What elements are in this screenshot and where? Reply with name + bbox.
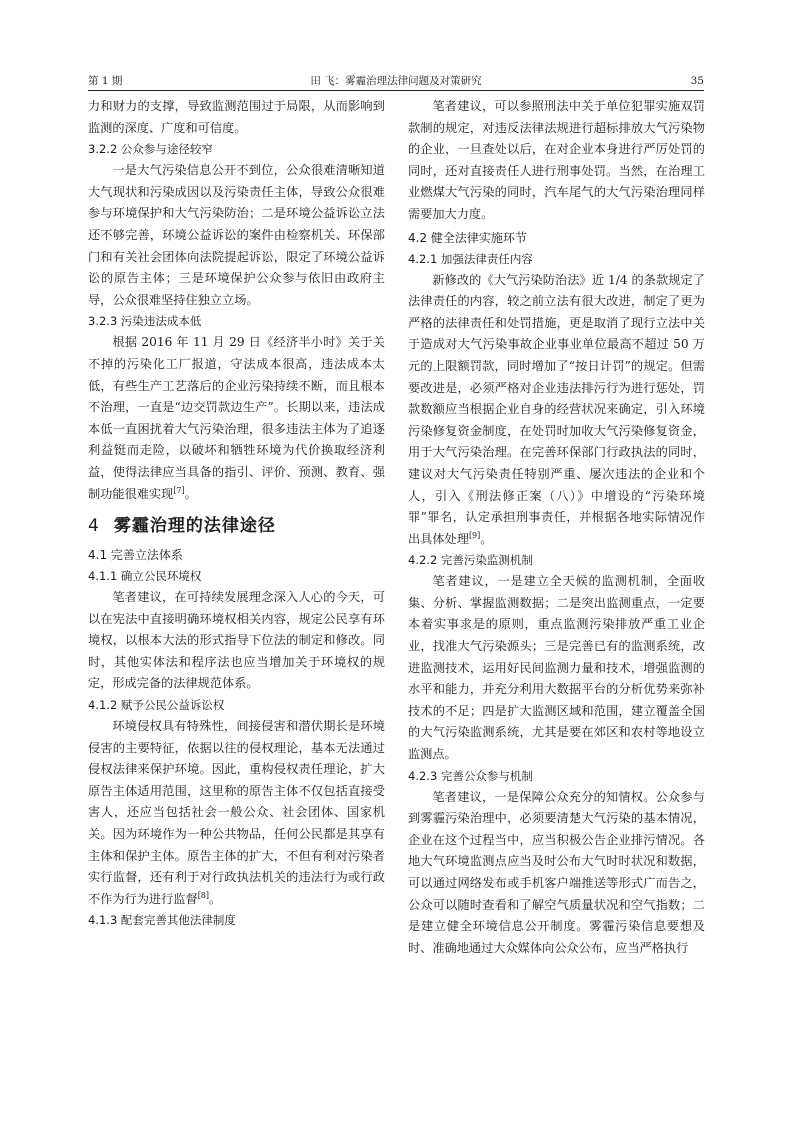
paragraph-text: 环境侵权具有特殊性，间接侵害和潜伏期长是环境侵害的主要特征，依据以往的侵权理论，基本无法通过侵权法律来保护环境。因此，重构侵权责任理论，扩大原告主体适用范围，这里称的原告主体不仅包括直接受害人，还应当包括社会一般公众、社会团体、国家机关。因为环境作为一种公共物品，任何公民都是其享有主体和保护主体。原告主体的扩大，不但有利对污染者实行监督，还有利于对行政执法机关的违法行为或行政不作为行为进行监督 [88, 719, 385, 906]
citation-ref: [9] [468, 530, 481, 540]
citation-ref: [8] [197, 890, 210, 900]
issue-number: 第 1 期 [88, 75, 123, 87]
running-header [88, 72, 704, 91]
paragraph-end: 。 [480, 531, 493, 546]
paragraph: 笔者建议，一是建立全天候的监测机制，全面收集、分析、掌握监测数据；二是突出监测重点，一定要本着实事求是的原则，重点监测污染排放严重工业企业，找准大气污染源头；三是完善已有的监测系统，改进监测技术，运用好民间监测力量和技术，增强监测的水平和能力，并充分利用大数据平台的分析优势来弥补技术的不足；四是扩大监测区域和范围，建立覆盖全国的大气污染监测系统，尤其是要在郊区和农村等地设立监测点。 [408, 574, 705, 762]
right-column [408, 96, 705, 959]
section-heading-4-1-2: 4.1.2 赋予公民公益诉讼权 [88, 698, 225, 713]
page-number: 35 [690, 75, 704, 87]
paragraph-end: 。 [209, 891, 222, 906]
section-heading-4-1: 4.1 完善立法体系 [88, 548, 183, 563]
section-heading-4 [88, 511, 385, 541]
paragraph-text: 新修改的《大气污染防治法》近 1/4 的条款规定了法律责任的内容，较之前立法有很大改进，制定了更为严格的法律责任和处罚措施，更是取消了现行立法中关于造成对大气污染事故企业事业单位最高不超过 50 万元的上限额罚款，同时增加了“按日计罚”的规定。但需要改进是，必须严格对企业违法排污行为进行惩处，罚款数额应当根据企业自身的经营状况来确定，引入环境污染修复资金制度，在处罚时加收大气污染修复资金，用于大气污染治理。在完善环保部门行政执法的同时，建议对大气污染责任特别严重、屡次违法的企业和个人，引入《刑法修正案（八）》中增设的“污染环境罪”罪名，认定承担刑事责任，并根据各地实际情况作出具体处理 [408, 272, 705, 546]
paragraph [88, 716, 385, 910]
section-heading-3-2-3: 3.2.3 污染违法成本低 [88, 314, 202, 329]
section-title: 雾霾治理的法律途径 [113, 516, 276, 537]
section-heading-4-2-2: 4.2.2 完善污染监测机制 [408, 553, 533, 568]
paragraph: 笔者建议，在可持续发展理念深入人心的今天，可以在宪法中直接明确环境权相关内容，规定公民享有环境权，以根本大法的形式指导下位法的制定和修改。同时，其他实体法和程序法也应当增加关于环境权的规定，形成完备的法律规范体系。 [88, 590, 385, 691]
paragraph: 力和财力的支撑，导致监测范围过于局限，从而影响到监测的深度、广度和可信度。 [88, 99, 385, 135]
paragraph: 一是大气污染信息公开不到位，公众很难清晰知道大气现状和污染成因以及污染责任主体，导致公众很难参与环境保护和大气污染防治；二是环境公益诉讼立法还不够完善，环境公益诉讼的案件由检察机关、环保部门和有关社会团体向法院提起诉讼，限定了环境公益诉讼的原告主体；三是环境保护公众参与依旧由政府主导，公众很难坚持住独立立场。 [88, 163, 385, 307]
paragraph-text: 根据 2016 年 11 月 29 日《经济半小时》关于关不掉的污染化工厂报道，守法成本很高，违法成本太低，有些生产工艺落后的企业污染持续不断，而且根本不治理，一直是“边交罚款边生产”。长期以来，违法成本低一直困扰着大气污染治理，很多违法主体为了追逐利益铤而走险，以破坏和牺牲环境为代价换取经济利益，使得法律应当具备的指引、评价、预测、教育、强制功能很难实现 [88, 335, 385, 501]
section-heading-4-2-1: 4.2.1 加强法律责任内容 [408, 251, 533, 266]
paragraph [408, 270, 705, 551]
section-heading-4-2: 4.2 健全法律实施环节 [408, 230, 527, 245]
section-number: 4 [88, 516, 100, 537]
left-column [88, 96, 385, 931]
paragraph: 笔者建议，可以参照刑法中关于单位犯罪实施双罚款制的规定，对违反法律法规进行超标排放大气污染物的企业，一旦查处以后，在对企业本身进行严厉处罚的同时，还对直接责任人进行刑事处罚。当然，在治理工业燃煤大气污染的同时，汽车尾气的大气污染治理同样需要加大力度。 [408, 99, 705, 221]
running-title: 田 飞：雾霾治理法律问题及对策研究 [310, 75, 482, 87]
section-heading-4-2-3: 4.2.3 完善公众参与机制 [408, 768, 533, 783]
paragraph: 笔者建议，一是保障公众充分的知情权。公众参与到雾霾污染治理中，必须要清楚大气污染的基本情况，企业在这个过程当中，应当积极公告企业排污情况。各地大气环境监测点应当及时公布大气时时状况和数据，可以通过网络发布或手机客户端推送等形式广而告之，公众可以随时查看和了解空气质量状况和空气指数；二是建立健全环境信息公开制度。雾霾污染信息要想及时、准确地通过大众媒体向公众公布，应当严格执行 [408, 789, 705, 955]
paragraph-end: 。 [184, 486, 197, 501]
section-heading-3-2-2: 3.2.2 公众参与途径较窄 [88, 142, 213, 157]
paragraph [88, 332, 385, 505]
section-heading-4-1-1: 4.1.1 确立公民环境权 [88, 569, 202, 584]
citation-ref: [7] [173, 485, 185, 495]
section-heading-4-1-3: 4.1.3 配套完善其他法律制度 [88, 913, 236, 928]
